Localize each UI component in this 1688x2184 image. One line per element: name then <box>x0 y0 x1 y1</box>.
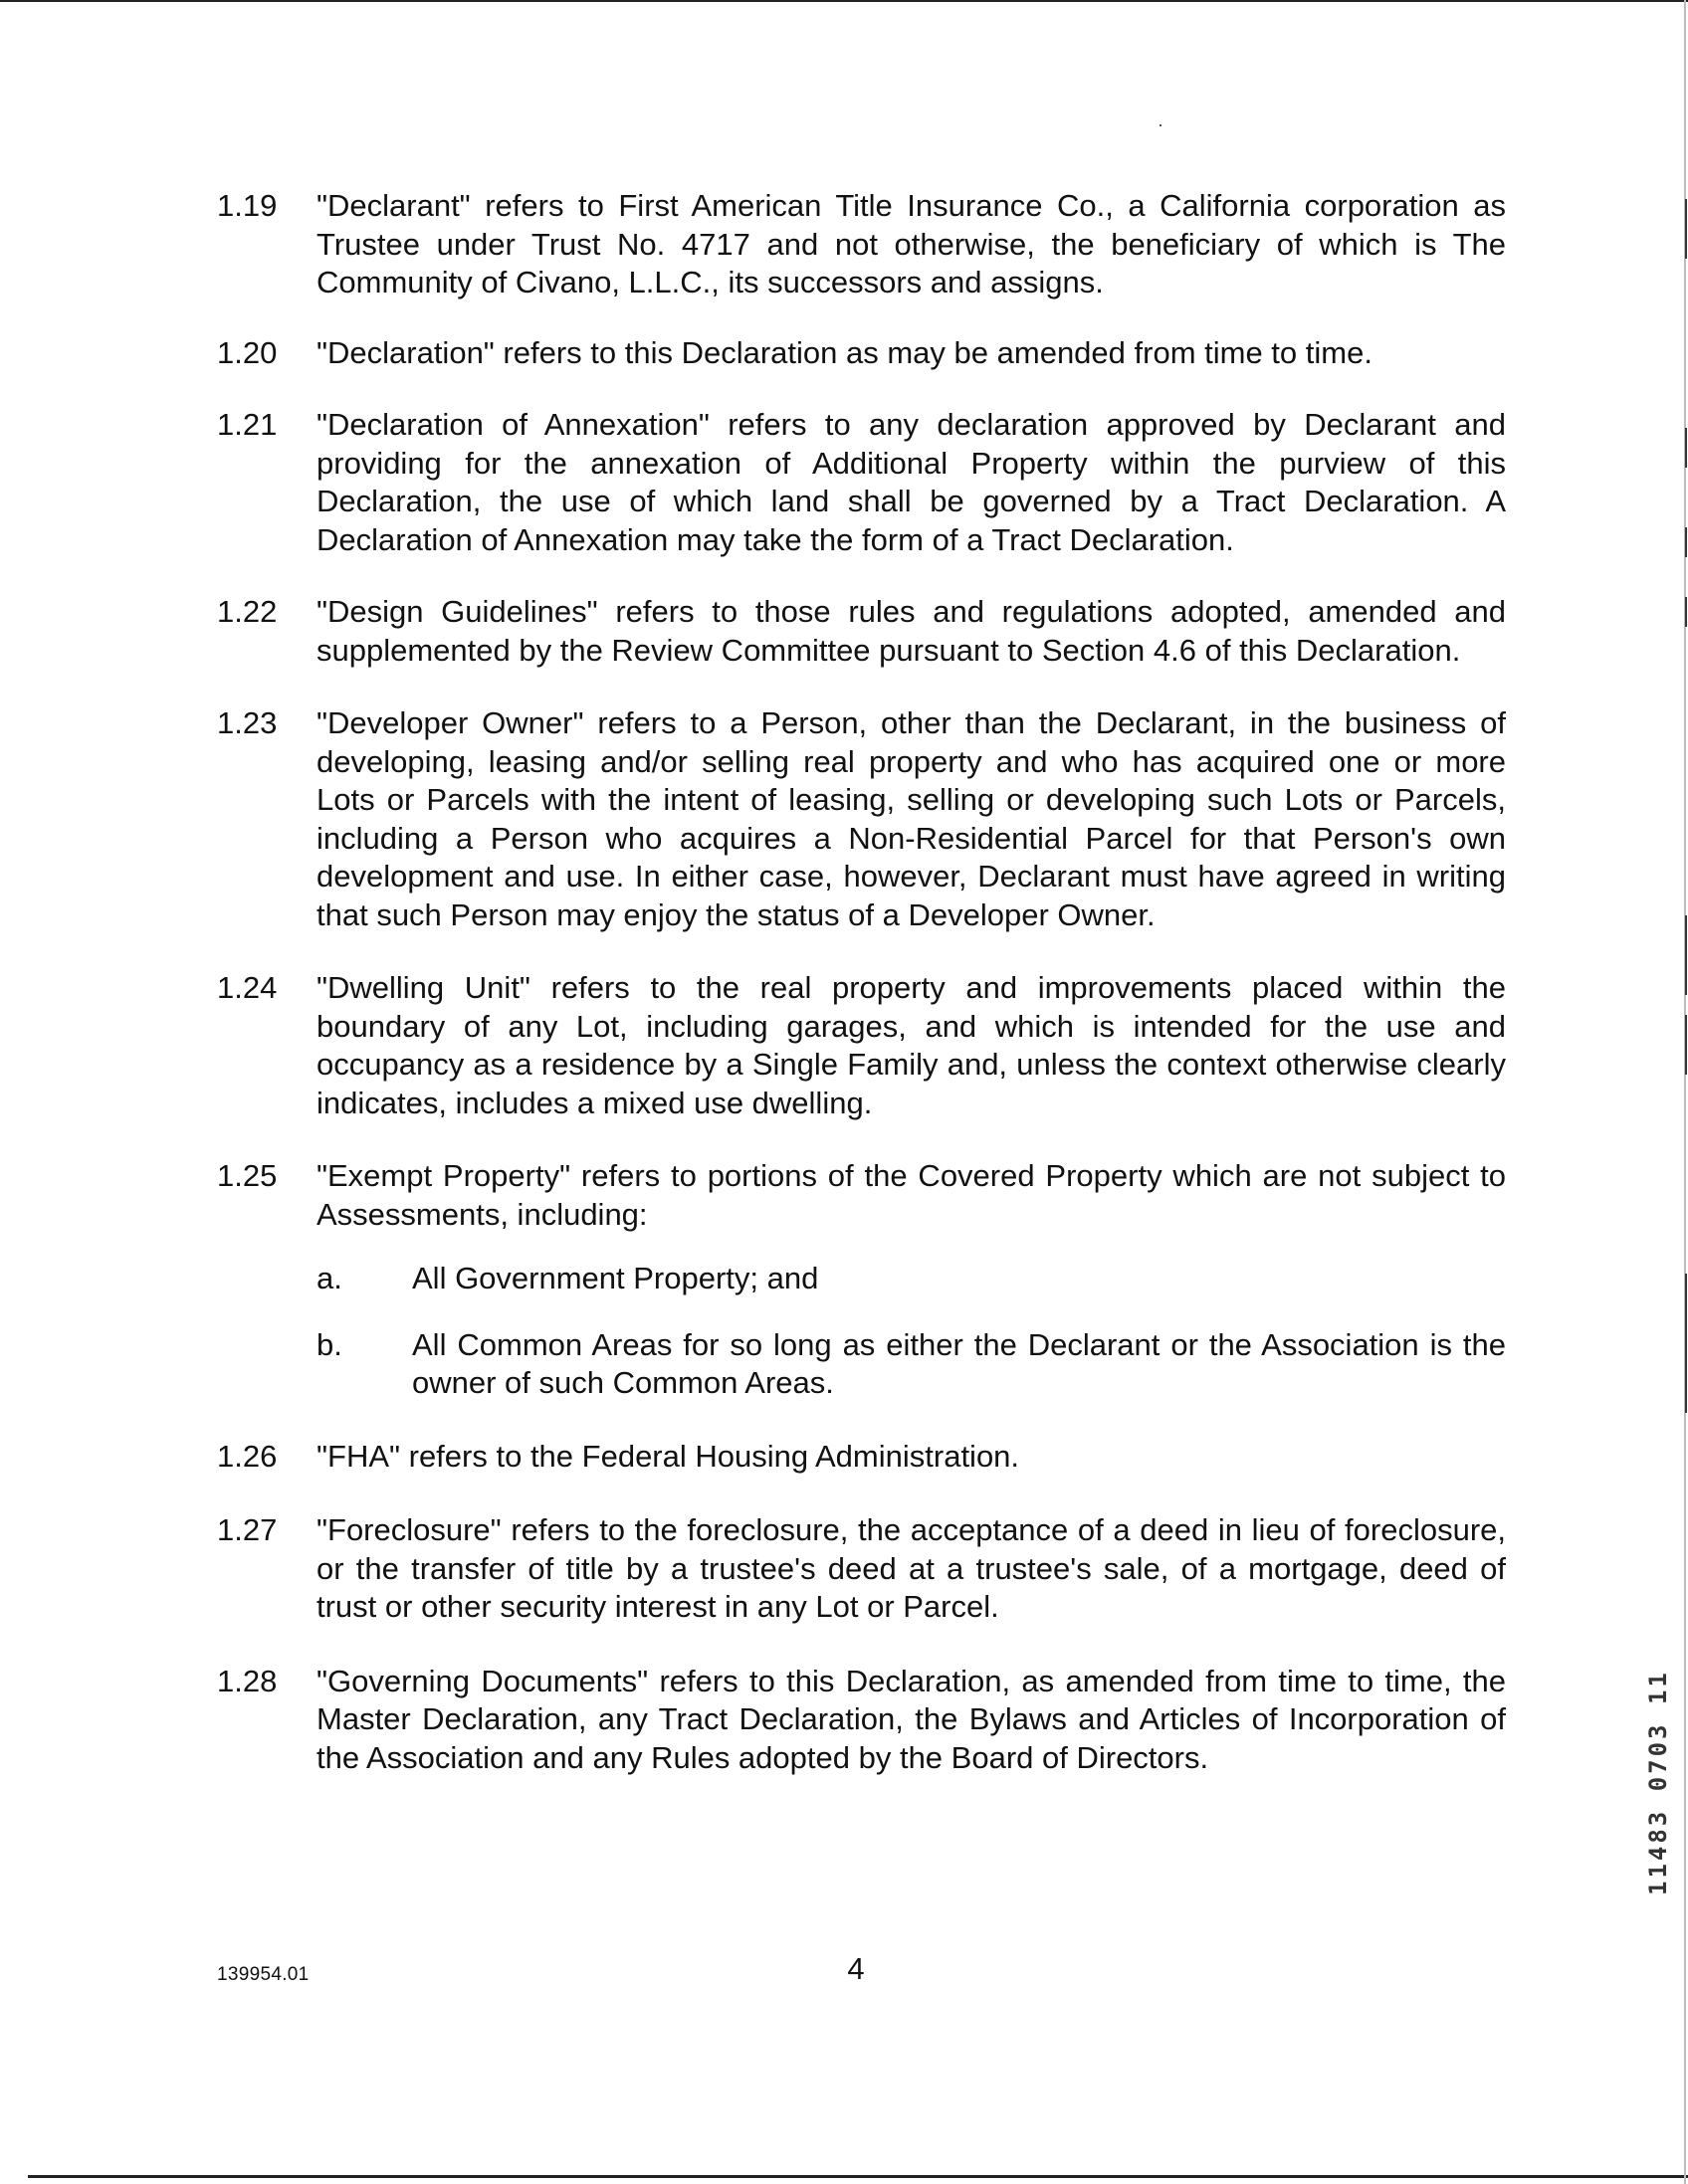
list-item-text: All Government Property; and <box>412 1261 819 1295</box>
section-1-22 <box>217 593 1506 670</box>
scan-speck <box>1160 124 1161 126</box>
section-1-25 <box>217 1157 1506 1403</box>
section-text: "Declarant" refers to First American Title Insurance Co., a California corporation as Trustee under Trust No. 4717 and not otherwise, the beneficiary of which is The Community of Civano, L.L.C., its successors and assigns. <box>316 188 1506 299</box>
page-number: 4 <box>847 1951 865 1986</box>
margin-tick-marks <box>1685 199 1687 1492</box>
section-body <box>316 1157 1506 1403</box>
section-text: "Governing Documents" refers to this Declaration, as amended from time to time, the Master Declaration, any Tract Declaration, the Bylaws and Articles of Incorporation of the Association and any Rules adopted by the Board of Directors. <box>316 1663 1506 1775</box>
section-1-19 <box>217 187 1506 302</box>
section-number: 1.26 <box>217 1438 278 1474</box>
section-1-24 <box>217 969 1506 1122</box>
list-item <box>316 1260 1506 1298</box>
section-text: "Dwelling Unit" refers to the real property and improvements placed within the boundary of any Lot, including garages, and which is intended for the use and occupancy as a residence by a Single Family and, unless the context otherwise clearly indicates, includes a mixed use dwelling. <box>316 970 1506 1120</box>
section-number: 1.27 <box>217 1512 278 1547</box>
document-number: 139954.01 <box>217 1964 310 1985</box>
section-number: 1.22 <box>217 594 278 629</box>
section-text: "Developer Owner" refers to a Person, other than the Declarant, in the business of developing, leasing and/or selling real property and who has acquired one or more Lots or Parcels with the intent of leasing, selling or developing such Lots or Parcels, including a Person who acquires a Non-Residential Parcel for that Person's own development and use. In either case, however, Declarant must have agreed in writing that such Person may enjoy the status of a Developer Owner. <box>316 705 1506 932</box>
list-item <box>316 1326 1506 1403</box>
scan-edge-top <box>0 0 1688 2</box>
exempt-property-list <box>316 1260 1506 1403</box>
section-1-26 <box>217 1438 1506 1477</box>
section-text: "Foreclosure" refers to the foreclosure, the acceptance of a deed in lieu of foreclosure, or the transfer of title by a trustee's deed at a trustee's sale, of a mortgage, deed of trust or other security interest in any Lot or Parcel. <box>316 1512 1506 1624</box>
recording-stamp: 11483 0703 11 <box>1644 1670 1672 1895</box>
definitions-list <box>217 187 1506 1777</box>
section-number: 1.20 <box>217 334 278 370</box>
section-number: 1.19 <box>217 188 278 223</box>
section-1-23 <box>217 704 1506 934</box>
section-number: 1.23 <box>217 705 278 740</box>
section-1-27 <box>217 1511 1506 1627</box>
section-number: 1.25 <box>217 1158 278 1193</box>
list-item-text: All Common Areas for so long as either the Declarant or the Association is the owner of such Common Areas. <box>412 1326 1506 1400</box>
section-1-20 <box>217 334 1506 373</box>
list-item-letter: a. <box>316 1261 342 1295</box>
list-item-letter: b. <box>316 1326 342 1362</box>
section-text: "Declaration" refers to this Declaration as may be amended from time to time. <box>316 334 1372 370</box>
section-text: "Exempt Property" refers to portions of the Covered Property which are not subject to Assessments, including: <box>316 1158 1506 1232</box>
section-text: "Declaration of Annexation" refers to any declaration approved by Declarant and providing for the annexation of Additional Property within the purview of this Declaration, the use of which land shall be governed by a Tract Declaration. A Declaration of Annexation may take the form of a Tract Declaration. <box>316 407 1506 557</box>
section-text: "Design Guidelines" refers to those rules and regulations adopted, amended and supplemented by the Review Committee pursuant to Section 4.6 of this Declaration. <box>316 594 1506 668</box>
section-number: 1.28 <box>217 1663 278 1698</box>
section-1-28 <box>217 1663 1506 1778</box>
section-1-21 <box>217 406 1506 559</box>
section-number: 1.21 <box>217 407 278 442</box>
section-text: "FHA" refers to the Federal Housing Administration. <box>316 1438 1020 1474</box>
scan-edge-bottom <box>28 2175 1688 2178</box>
section-number: 1.24 <box>217 970 278 1005</box>
